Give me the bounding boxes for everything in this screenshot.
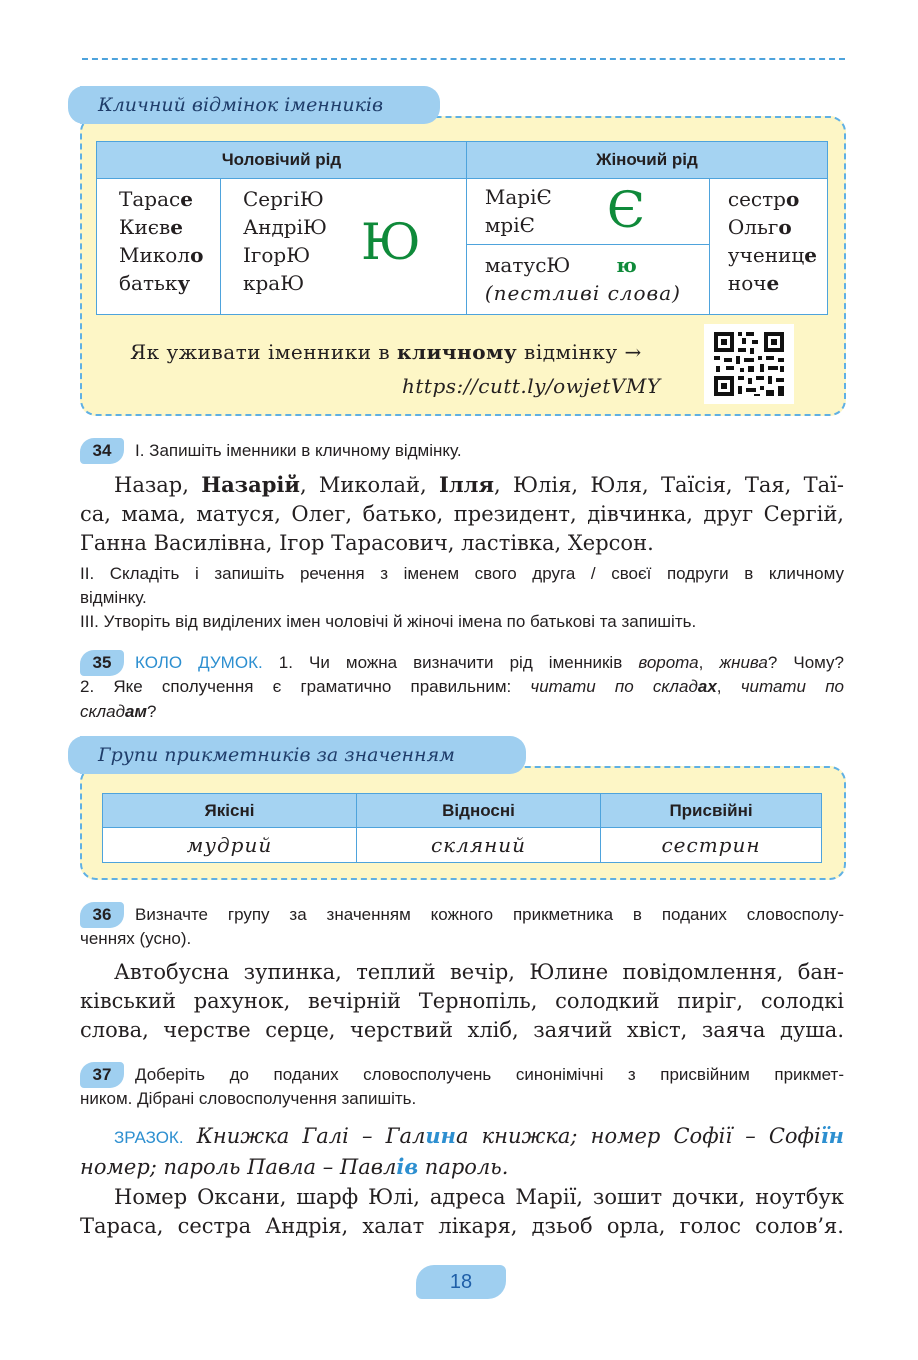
fem-col2-word-2 xyxy=(728,241,827,269)
masc-col2 xyxy=(221,179,467,315)
task-36-instr-l1: Визначте групу за значенням кожного прикметника в поданих словосполу- xyxy=(135,905,844,924)
task-37-sample-l1 xyxy=(80,1121,844,1152)
task-34-part3: ІІІ. Утворіть від виділених імен чоловічі й жіночі імена по батькові та запишіть. xyxy=(80,612,697,631)
task-37-text xyxy=(80,1183,844,1241)
task-35-label: КОЛО ДУМОК. xyxy=(135,653,263,672)
task-37-badge: 37 xyxy=(80,1062,124,1088)
task-35-line1 xyxy=(135,651,844,675)
task-36-line1: Автобусна зупинка, теплий вечір, Юлине повідомлення, бан- xyxy=(114,960,844,984)
t35-l1-it1: ворота xyxy=(638,653,699,672)
t35-l2-bold: ах xyxy=(697,677,717,696)
masc-col1-stem-0: Тарас xyxy=(119,187,181,211)
fem-col2-stem-3: ноч xyxy=(727,271,767,295)
task-37-instr-l2: ником. Дібрані словосполучення запишіть. xyxy=(80,1089,417,1108)
masculine-header: Чоловічий рід xyxy=(97,142,467,179)
masc-col1-stem-3: батьк xyxy=(119,271,178,295)
masc-col1-word-0 xyxy=(119,185,220,213)
masc-col1-ending-2: о xyxy=(190,243,204,267)
adjectives-table xyxy=(102,793,822,863)
sample-label: ЗРАЗОК. xyxy=(114,1128,184,1147)
task-34-header xyxy=(0,438,918,464)
fem-diminutive-note: (пестливі слова) xyxy=(484,281,681,305)
masc-col1-ending-1: е xyxy=(170,215,184,239)
section-adjectives-title-text: Групи прикметників за значенням xyxy=(98,744,455,766)
masc-col1-ending-0: е xyxy=(180,187,193,211)
fem-col2 xyxy=(709,179,827,315)
adj-header-possessive: Присвійні xyxy=(601,794,822,828)
masc-col2-word-1: АндріЮ xyxy=(243,215,327,239)
adj-header-relative: Відносні xyxy=(357,794,601,828)
t34-p0: Назар, xyxy=(114,473,202,497)
top-divider xyxy=(82,58,845,60)
task-34-line2: са, мама, матуся, Олег, батько, президент, дівчинка, друг Сергій, xyxy=(80,502,844,526)
adj-example-qualitative: мудрий xyxy=(103,828,357,863)
link-url[interactable]: https://cutt.ly/owjetVMY xyxy=(402,374,661,398)
fem-col2-ending-3: е xyxy=(766,271,780,295)
fem-col2-stem-2: учениц xyxy=(727,243,805,267)
adj-header-qualitative: Якісні xyxy=(103,794,357,828)
section-adjectives-title xyxy=(80,736,526,774)
task-37-instr-l1: Доберіть до поданих словосполучень синонімічні з присвійним прикмет- xyxy=(135,1065,844,1084)
t35-l1-it2: жнива xyxy=(719,653,768,672)
section-vocative-title-text: Кличний відмінок іменників xyxy=(98,94,384,116)
fem-diminutive-letter: ю xyxy=(616,253,637,277)
masc-col1-word-3 xyxy=(119,269,220,297)
task-34-line3: Ганна Василівна, Ігор Тарасович, ластівка, Херсон. xyxy=(80,531,654,555)
fem-col2-stem-0: сестр xyxy=(727,187,786,211)
task-34-parts xyxy=(80,562,844,634)
fem-col2-stem-1: Ольг xyxy=(727,215,779,239)
page-number: 18 xyxy=(416,1265,506,1299)
t35-l3-it: склад xyxy=(80,702,125,721)
adj-example-possessive: сестрин xyxy=(601,828,822,863)
fem-col2-ending-0: о xyxy=(785,187,800,211)
task-34-text xyxy=(80,470,844,558)
link-caption-prefix: Як уживати іменники в xyxy=(130,340,398,364)
t35-l2-it1: читати по склад xyxy=(530,677,698,696)
task-34-part2-l2: відмінку. xyxy=(80,588,147,607)
sample-l1-hl2: їн xyxy=(820,1123,844,1148)
task-34-instruction: І. Запишіть іменники в кличному відмінку. xyxy=(135,441,462,460)
task-36-line2: ківський рахунок, вечірній Тернопіль, солодкий пиріг, солодкі xyxy=(80,989,844,1013)
task-35-line3 xyxy=(80,700,156,724)
section-vocative-title xyxy=(80,86,440,124)
feminine-header: Жіночий рід xyxy=(466,142,827,179)
link-caption-bold: кличному xyxy=(397,340,518,364)
task-37-sample-l2 xyxy=(80,1152,844,1182)
fem-col1-word-1: мріЄ xyxy=(484,213,535,237)
task-34-badge: 34 xyxy=(80,438,124,464)
task-36-badge: 36 xyxy=(80,902,124,928)
t35-l2b: , xyxy=(716,677,741,696)
t35-l2a: 2. Яке сполучення є граматично правильним: xyxy=(80,677,531,696)
task-37-line1: Номер Оксани, шарф Юлі, адреса Марії, зошит дочки, ноутбук xyxy=(114,1185,844,1209)
masc-col1 xyxy=(97,179,221,315)
masc-col2-word-0: СергіЮ xyxy=(243,187,324,211)
masc-col1-stem-2: Микол xyxy=(119,243,191,267)
sample-l1a: Книжка Галі – Гал xyxy=(183,1124,426,1148)
vocative-table xyxy=(96,141,828,315)
task-36-line3: слова, черстве серце, черствий хліб, заячий хвіст, заяча душа. xyxy=(80,1018,844,1042)
fem-col2-word-3 xyxy=(728,269,827,297)
masc-col1-ending-3: у xyxy=(177,271,191,295)
task-34-line1 xyxy=(80,470,844,500)
fem-col1-top xyxy=(466,179,709,245)
fem-col2-ending-1: о xyxy=(778,215,792,239)
t35-l3-end: ? xyxy=(147,702,157,721)
fem-big-letter: Є xyxy=(606,181,646,239)
sample-l2a: номер; пароль Павла – Павл xyxy=(80,1155,397,1179)
masc-col1-word-2 xyxy=(119,241,220,269)
fem-col2-word-1 xyxy=(728,213,827,241)
fem-diminutive-word: матусЮ xyxy=(484,253,571,277)
link-caption xyxy=(130,340,642,364)
t34-p4: , Юлія, Юля, Таїсія, Тая, Таї- xyxy=(493,473,844,497)
task-36-text xyxy=(80,958,844,1045)
t35-l1b: , xyxy=(698,653,720,672)
task-34-part2-l1: ІІ. Складіть і запишіть речення з іменем свого друга / своєї подруги в кличному xyxy=(80,564,844,583)
fem-col2-ending-2: е xyxy=(804,243,817,267)
task-35-line2 xyxy=(80,675,844,699)
sample-l1b: а книжка; номер Софії – Софі xyxy=(455,1124,821,1148)
masc-col2-word-2: ІгорЮ xyxy=(243,243,311,267)
task-36-instr-l2: ченнях (усно). xyxy=(80,929,192,948)
t34-p2: , Миколай, xyxy=(299,473,440,497)
sample-l2-hl: ів xyxy=(396,1154,419,1179)
masc-big-letter: Ю xyxy=(361,213,421,271)
t35-l1c: ? Чому? xyxy=(767,653,845,672)
qr-code-icon[interactable] xyxy=(704,324,794,404)
t35-l1a: 1. Чи можна визначити рід іменників xyxy=(262,653,639,672)
task-35-badge: 35 xyxy=(80,650,124,676)
t35-l2-it2: читати по xyxy=(740,677,845,696)
t35-l3-bold: ам xyxy=(124,702,147,721)
t34-p3: Ілля xyxy=(439,472,494,497)
masc-col1-word-1 xyxy=(119,213,220,241)
sample-l2b: пароль. xyxy=(418,1155,509,1179)
task-37-sample xyxy=(80,1121,844,1182)
link-caption-suffix: відмінку → xyxy=(517,340,642,364)
fem-col1-bottom xyxy=(466,245,709,315)
adj-example-relative: скляний xyxy=(357,828,601,863)
fem-col2-word-0 xyxy=(728,185,827,213)
masc-col2-word-3: краЮ xyxy=(243,271,305,295)
task-37-line2: Тараса, сестра Андрія, халат лікаря, дзьоб орла, голос солов’я. xyxy=(80,1214,844,1238)
t34-p1: Назарій xyxy=(201,472,300,497)
fem-col1-word-0: МаріЄ xyxy=(484,185,552,209)
sample-l1-hl1: ин xyxy=(425,1123,456,1148)
masc-col1-stem-1: Києв xyxy=(119,215,171,239)
